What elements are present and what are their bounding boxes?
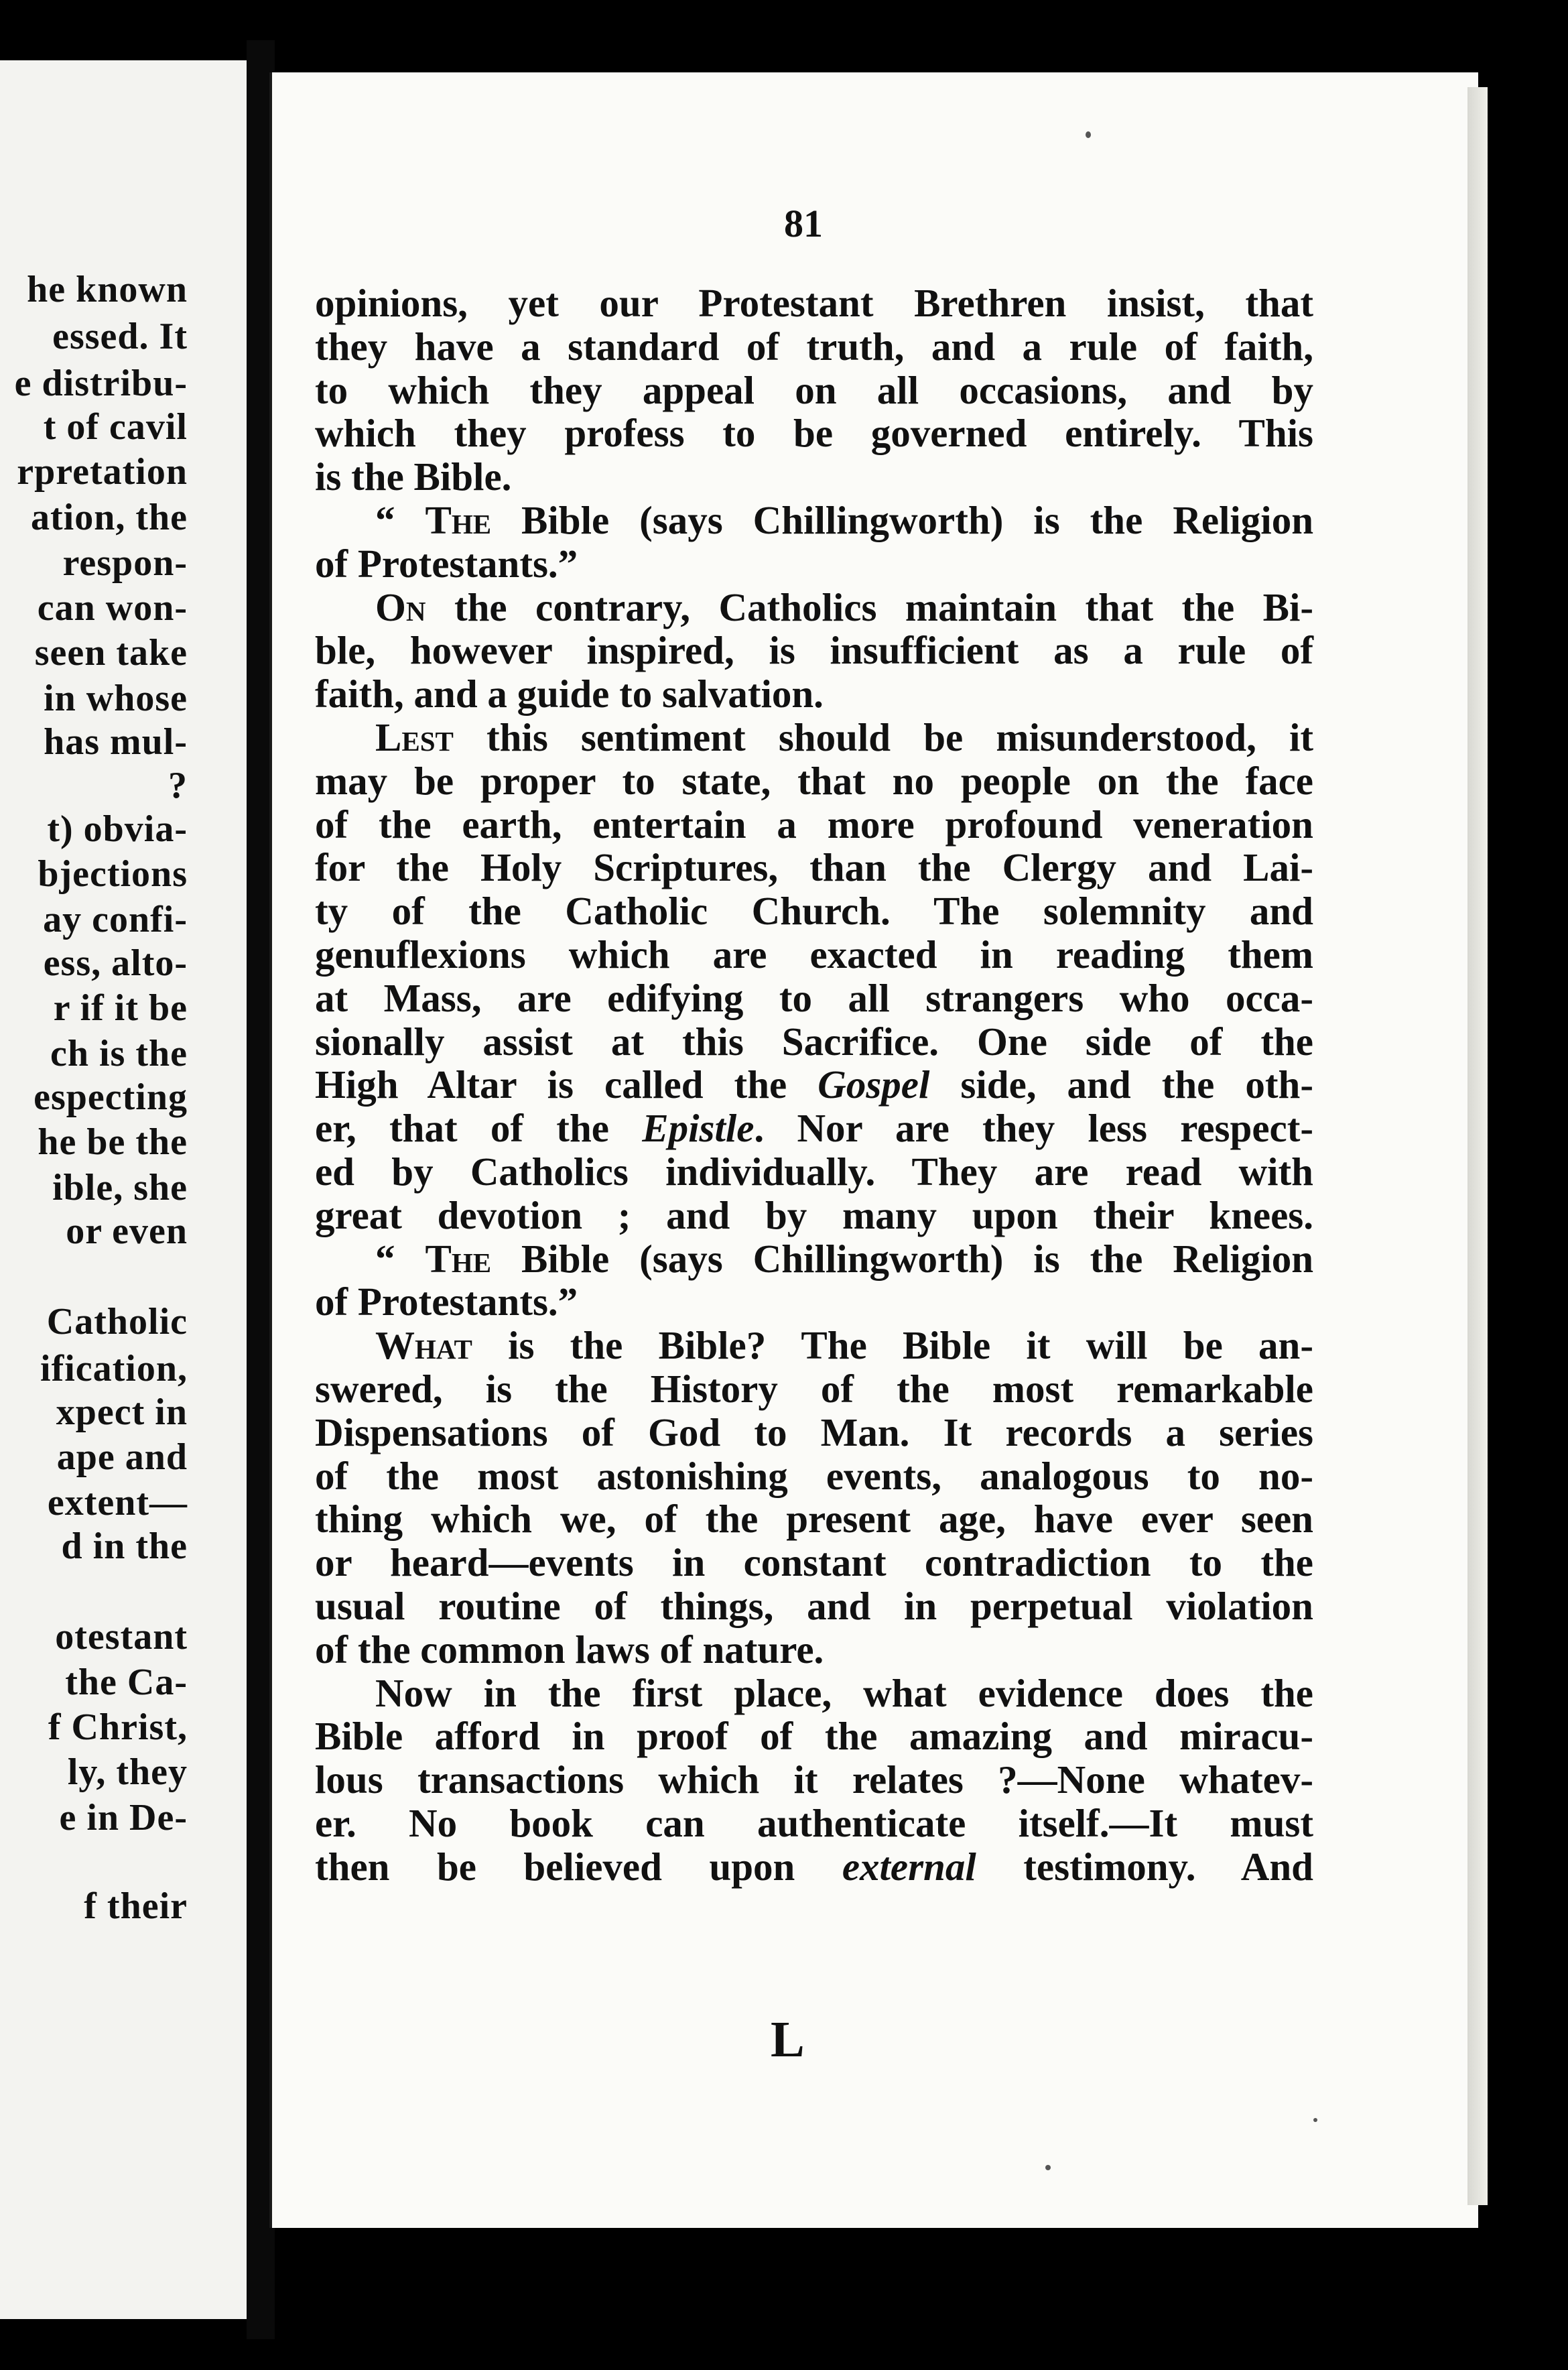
- text-line: they have a standard of truth, and a rule of faith,: [315, 324, 1313, 369]
- text-line: ble, however inspired, is insufficient as a rule of: [315, 628, 1313, 673]
- ink-speck: [1086, 131, 1091, 138]
- text-line: opinions, yet our Protestant Brethren insist, that: [315, 281, 1313, 325]
- left-page-line: t) obvia-: [47, 808, 188, 850]
- text-line: ty of the Catholic Church. The solemnity and: [315, 889, 1313, 934]
- text-line: or heard—events in constant contradiction to the: [315, 1540, 1313, 1585]
- page-edge: [1467, 87, 1488, 2205]
- text-line: of the common laws of nature.: [315, 1627, 824, 1672]
- body-text: [315, 282, 1313, 1888]
- left-page-line: seen take: [34, 632, 188, 674]
- text-line: then be believed upon external testimony. And: [315, 1844, 1313, 1889]
- text-line: of the earth, entertain a more profound veneration: [315, 802, 1313, 847]
- left-page-line: especting: [34, 1076, 188, 1118]
- left-page-line: ation, the: [31, 497, 188, 538]
- italic-word: external: [842, 1844, 976, 1889]
- left-page-line: ess, alto-: [43, 942, 188, 984]
- left-page-line: respon-: [62, 542, 188, 584]
- text-line: High Altar is called the Gospel side, and the oth-: [315, 1062, 1313, 1107]
- italic-word: Gospel: [818, 1062, 930, 1107]
- signature-mark: L: [771, 2011, 805, 2068]
- left-page-line: he be the: [38, 1121, 188, 1163]
- text-line: lous transactions which it relates ?—None whatev-: [315, 1757, 1313, 1802]
- text-line: of Protestants.”: [315, 1280, 578, 1324]
- small-caps-lead: Lest: [375, 714, 454, 759]
- left-page-line: ification,: [40, 1348, 188, 1389]
- italic-word: Epistle: [642, 1106, 755, 1151]
- page-number: 81: [784, 202, 823, 245]
- ink-speck: [1045, 2165, 1051, 2170]
- text-line: Bible afford in proof of the amazing and miracu-: [315, 1714, 1313, 1759]
- left-page-line: rpretation: [17, 451, 188, 493]
- left-page-line: ape and: [56, 1436, 188, 1478]
- text-line: genuflexions which are exacted in reading them: [315, 932, 1313, 977]
- left-page-line: extent—: [47, 1482, 188, 1523]
- text-line: thing which we, of the present age, have ever seen: [315, 1497, 1313, 1542]
- text-line: is the Bible.: [315, 454, 512, 499]
- text-line: great devotion ; and by many upon their knees.: [315, 1192, 1313, 1237]
- left-page-line: t of cavil: [43, 406, 188, 448]
- left-page-line: e in De-: [59, 1797, 188, 1838]
- left-page-line: in whose: [44, 678, 188, 719]
- text-line: for the Holy Scriptures, than the Clergy and Lai-: [315, 845, 1313, 890]
- text-line: On the contrary, Catholics maintain that the Bi-: [375, 584, 1313, 629]
- left-page-line: f their: [84, 1885, 188, 1927]
- text-line: which they profess to be governed entirely. This: [315, 411, 1313, 456]
- text-line: faith, and a guide to salvation.: [315, 672, 824, 716]
- text-line: ed by Catholics individually. They are read with: [315, 1149, 1313, 1194]
- left-page-line: has mul-: [44, 721, 188, 763]
- left-page-line: r if it be: [53, 987, 188, 1029]
- left-page-line: otestant: [55, 1616, 188, 1658]
- text-line: er, that of the Epistle. Nor are they less respect-: [315, 1106, 1313, 1151]
- text-line: of the most astonishing events, analogous to no-: [315, 1453, 1313, 1498]
- ink-speck: [1313, 2118, 1317, 2122]
- text-line: sionally assist at this Sacrifice. One side of the: [315, 1019, 1313, 1064]
- left-page-line: f Christ,: [48, 1706, 188, 1748]
- text-line: er. No book can authenticate itself.—It must: [315, 1800, 1313, 1845]
- small-caps-lead: The: [425, 497, 492, 542]
- small-caps-lead: What: [375, 1323, 472, 1368]
- left-page-line: can won-: [37, 587, 188, 629]
- text-line: of Protestants.”: [315, 541, 578, 586]
- text-line: Lest this sentiment should be misunderstood, it: [375, 714, 1313, 759]
- text-line: at Mass, are edifying to all strangers who occa-: [315, 975, 1313, 1020]
- left-page-line: ly, they: [67, 1751, 188, 1793]
- left-page-line: xpect in: [56, 1391, 188, 1433]
- left-page-line: or even: [66, 1210, 188, 1252]
- text-line: Now in the first place, what evidence does the: [375, 1670, 1313, 1715]
- text-line: swered, is the History of the most remarkable: [315, 1366, 1313, 1411]
- text-line: to which they appeal on all occasions, and by: [315, 367, 1313, 412]
- left-page: [0, 60, 250, 2319]
- text-line: Dispensations of God to Man. It records a series: [315, 1410, 1313, 1454]
- small-caps-lead: On: [375, 584, 426, 629]
- left-page-line: e distribu-: [14, 363, 188, 404]
- text-line: “ The Bible (says Chillingworth) is the Religion: [375, 497, 1314, 542]
- left-page-line: ay confi-: [43, 899, 188, 940]
- text-line: What is the Bible? The Bible it will be an-: [375, 1323, 1313, 1368]
- small-caps-lead: The: [425, 1236, 492, 1281]
- text-line: usual routine of things, and in perpetual violation: [315, 1583, 1313, 1628]
- left-page-line: ch is the: [50, 1033, 188, 1074]
- left-page-line: essed. It: [52, 316, 188, 357]
- left-page-line: d in the: [61, 1525, 188, 1567]
- text-line: may be proper to state, that no people on the face: [315, 758, 1313, 803]
- left-page-line: bjections: [38, 853, 188, 895]
- text-line: “ The Bible (says Chillingworth) is the Religion: [375, 1236, 1314, 1281]
- left-page-line: the Ca-: [65, 1662, 188, 1703]
- left-page-line: he known: [27, 269, 188, 310]
- left-page-line: Catholic: [46, 1301, 188, 1343]
- left-page-line: ?: [168, 765, 188, 806]
- left-page-line: ible, she: [52, 1167, 188, 1208]
